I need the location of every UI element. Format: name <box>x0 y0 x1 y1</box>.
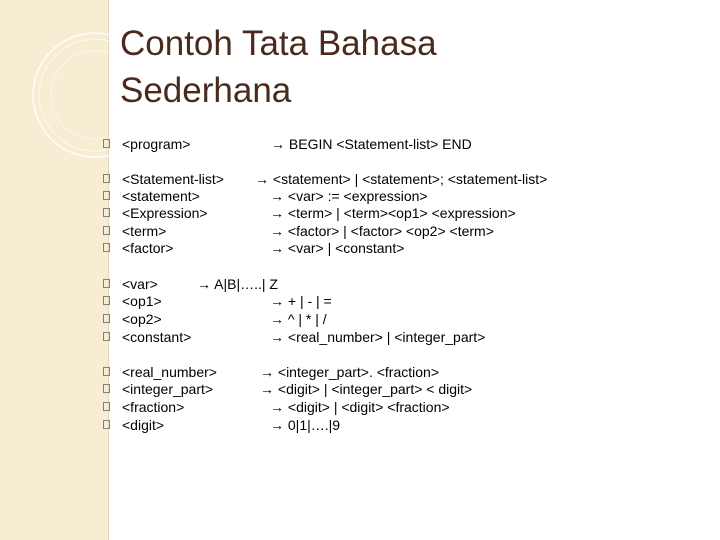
rule-lhs: <Expression> <box>122 205 208 221</box>
arrow-icon: → <box>271 136 285 152</box>
bullet-icon <box>103 296 110 305</box>
bullet-icon <box>103 384 110 393</box>
rule-lhs: <constant> <box>122 329 192 345</box>
rule-rhs: <real_number> | <integer_part> <box>287 329 486 345</box>
arrow-icon: → <box>270 293 284 309</box>
rule-lhs: <statement> <box>122 188 200 204</box>
rule-lhs: <integer_part> <box>122 381 214 397</box>
arrow-icon: → <box>255 171 269 187</box>
bullet-icon <box>103 314 110 323</box>
rule-rhs: <factor> | <factor> <op2> <term> <box>287 223 494 239</box>
rule-rhs: BEGIN <Statement-list> END <box>288 136 472 152</box>
arrow-icon: → <box>270 417 284 433</box>
rule-lhs: <var> <box>122 276 158 292</box>
rule-rhs: <integer_part>. <fraction> <box>277 364 439 380</box>
bullet-icon <box>103 139 110 148</box>
rule-rhs: <digit> | <digit> <fraction> <box>287 399 450 415</box>
arrow-icon: → <box>270 223 284 239</box>
rule-rhs: <statement> | <statement>; <statement-list> <box>272 171 548 187</box>
bullet-icon <box>103 420 110 429</box>
bullet-icon <box>103 208 110 217</box>
bullet-icon <box>103 279 110 288</box>
bullet-icon <box>103 243 110 252</box>
rule-lhs: <term> <box>122 223 167 239</box>
rule-rhs: A|B|…..| Z <box>214 276 278 292</box>
slide-title <box>120 20 437 114</box>
rule-lhs: <fraction> <box>122 399 185 415</box>
arrow-icon: → <box>270 329 284 345</box>
rule-lhs: <real_number> <box>122 364 217 380</box>
rule-lhs: <op2> <box>122 311 162 327</box>
bullet-icon <box>103 174 110 183</box>
bullet-icon <box>103 226 110 235</box>
rule-rhs: <digit> | <integer_part> < digit> <box>277 381 473 397</box>
rule-lhs: <program> <box>122 136 191 152</box>
rule-lhs: <digit> <box>122 417 165 433</box>
rule-rhs: ^ | * | / <box>287 311 327 327</box>
arrow-icon: → <box>197 276 211 292</box>
arrow-icon: → <box>270 188 284 204</box>
rule-rhs: <var> | <constant> <box>287 240 405 256</box>
rule-rhs: + | - | = <box>287 293 332 309</box>
title-line-2: Sederhana <box>120 71 292 110</box>
arrow-icon: → <box>270 399 284 415</box>
rule-rhs: 0|1|….|9 <box>287 417 341 433</box>
rule-lhs: <op1> <box>122 293 162 309</box>
arrow-icon: → <box>270 311 284 327</box>
arrow-icon: → <box>270 240 284 256</box>
arrow-icon: → <box>260 381 274 397</box>
bullet-icon <box>103 367 110 376</box>
bullet-icon <box>103 402 110 411</box>
rule-lhs: <Statement-list> <box>122 171 224 187</box>
bullet-icon <box>103 191 110 200</box>
arrow-icon: → <box>260 364 274 380</box>
title-line-1: Contoh Tata Bahasa <box>120 24 437 63</box>
rule-rhs: <var> := <expression> <box>287 188 428 204</box>
rule-rhs: <term> | <term><op1> <expression> <box>287 205 516 221</box>
rule-lhs: <factor> <box>122 240 174 256</box>
bullet-icon <box>103 332 110 341</box>
arrow-icon: → <box>270 205 284 221</box>
